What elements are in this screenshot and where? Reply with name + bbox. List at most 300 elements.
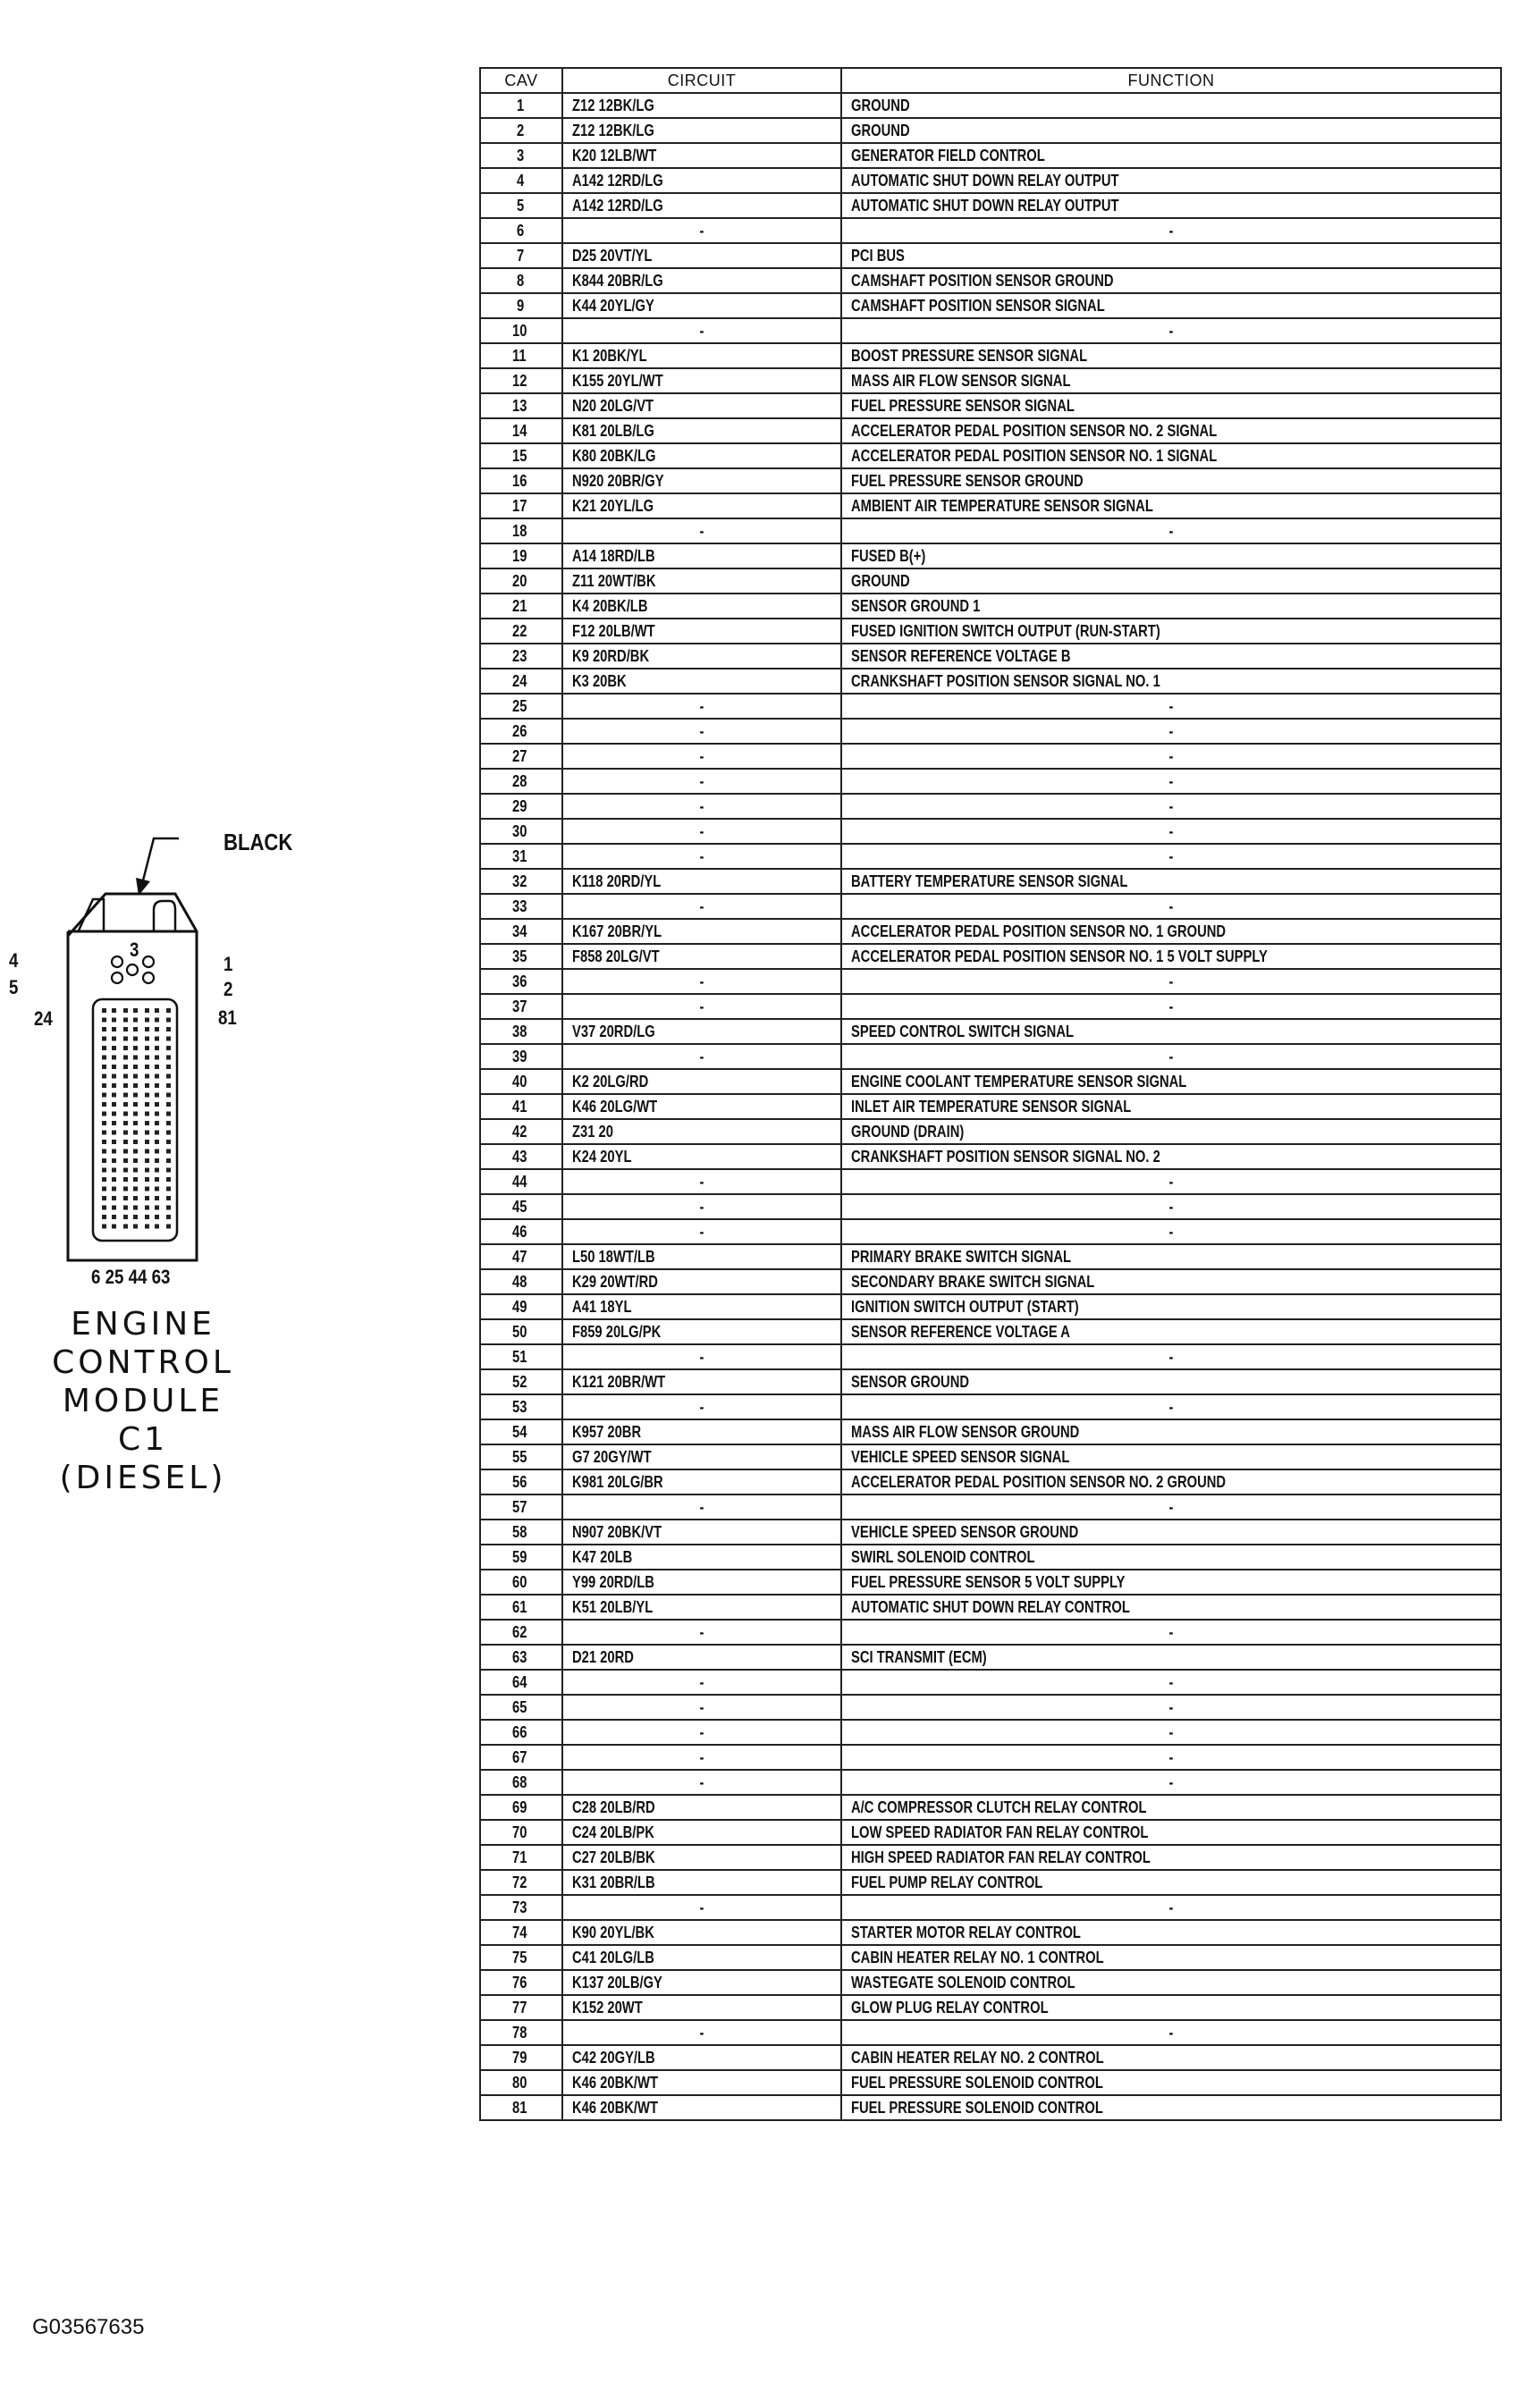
- pin-dot: [133, 1158, 138, 1163]
- pin-dot: [145, 1168, 149, 1173]
- table-row: [480, 669, 1501, 694]
- pin-dot: [123, 1018, 128, 1023]
- table-row: [480, 168, 1501, 193]
- pin-dot: [102, 1093, 106, 1098]
- cell-function: GLOW PLUG RELAY CONTROL: [841, 1995, 1501, 2020]
- cell-function: -: [841, 994, 1501, 1019]
- cell-cav: 47: [480, 1244, 562, 1269]
- pin-dot: [145, 1037, 149, 1041]
- table-row: [480, 1094, 1501, 1119]
- cell-circuit: G7 20GY/WT: [562, 1444, 841, 1469]
- cell-cav: 20: [480, 568, 562, 594]
- pin-dot: [123, 1196, 128, 1200]
- cell-function: ACCELERATOR PEDAL POSITION SENSOR NO. 2 GROUND: [841, 1469, 1501, 1494]
- cell-circuit: -: [562, 844, 841, 869]
- cell-circuit: -: [562, 719, 841, 744]
- pin-dot: [102, 1102, 106, 1107]
- table-row: [480, 769, 1501, 794]
- pin-dot: [102, 1215, 106, 1219]
- pin-dot: [102, 1187, 106, 1191]
- cell-function: -: [841, 1169, 1501, 1194]
- cell-cav: 29: [480, 794, 562, 819]
- cell-cav: 27: [480, 744, 562, 769]
- cell-cav: 64: [480, 1670, 562, 1695]
- cell-cav: 7: [480, 243, 562, 268]
- pin-dot: [166, 1056, 171, 1060]
- table-row: [480, 1545, 1501, 1570]
- pin-dot: [166, 1196, 171, 1200]
- cell-circuit: K80 20BK/LG: [562, 443, 841, 468]
- pin-dot: [155, 1018, 159, 1023]
- cell-circuit: K167 20BR/YL: [562, 919, 841, 944]
- pin-dot: [123, 1140, 128, 1144]
- cell-cav: 39: [480, 1044, 562, 1069]
- cell-function: VEHICLE SPEED SENSOR GROUND: [841, 1520, 1501, 1545]
- cell-cav: 34: [480, 919, 562, 944]
- pin-dot: [133, 1065, 138, 1069]
- cell-function: -: [841, 844, 1501, 869]
- table-row: [480, 268, 1501, 293]
- cell-cav: 12: [480, 368, 562, 393]
- pin-dot: [155, 1149, 159, 1154]
- cell-function: MASS AIR FLOW SENSOR GROUND: [841, 1419, 1501, 1444]
- cell-function: -: [841, 2020, 1501, 2045]
- pin-dot: [123, 1149, 128, 1154]
- table-row: [480, 1670, 1501, 1695]
- cell-cav: 74: [480, 1920, 562, 1945]
- cell-circuit: K47 20LB: [562, 1545, 841, 1570]
- pin-dot: [123, 1131, 128, 1135]
- table-row: [480, 944, 1501, 969]
- cell-circuit: K90 20YL/BK: [562, 1920, 841, 1945]
- pin-dot: [112, 1046, 116, 1050]
- caption-line-2: CONTROL: [52, 1344, 234, 1381]
- table-row: [480, 443, 1501, 468]
- pin-dot: [112, 1065, 116, 1069]
- pin-dot: [112, 1074, 116, 1079]
- cell-circuit: V37 20RD/LG: [562, 1019, 841, 1044]
- cell-cav: 19: [480, 543, 562, 568]
- cell-cav: 37: [480, 994, 562, 1019]
- table-row: [480, 1645, 1501, 1670]
- cell-circuit: C27 20LB/BK: [562, 1845, 841, 1870]
- cell-cav: 48: [480, 1269, 562, 1294]
- pin-dot: [102, 1046, 106, 1050]
- table-row: [480, 1319, 1501, 1344]
- cell-cav: 58: [480, 1520, 562, 1545]
- cell-circuit: A14 18RD/LB: [562, 543, 841, 568]
- pin-dot: [123, 1027, 128, 1031]
- pin-label-1: 1: [224, 953, 233, 975]
- table-row: [480, 694, 1501, 719]
- cell-circuit: K46 20LG/WT: [562, 1094, 841, 1119]
- pin-dot: [145, 1177, 149, 1182]
- cell-circuit: -: [562, 969, 841, 994]
- cell-cav: 60: [480, 1570, 562, 1595]
- pin-dot: [102, 1056, 106, 1060]
- table-row: [480, 1695, 1501, 1720]
- pin-label-81: 81: [218, 1006, 237, 1029]
- cell-circuit: A142 12RD/LG: [562, 168, 841, 193]
- cell-circuit: D25 20VT/YL: [562, 243, 841, 268]
- pin-dot: [133, 1093, 138, 1098]
- pin-dot: [166, 1225, 171, 1229]
- cell-circuit: -: [562, 1194, 841, 1219]
- cell-function: BOOST PRESSURE SENSOR SIGNAL: [841, 343, 1501, 368]
- pin-dot: [123, 1215, 128, 1219]
- pin-dot: [102, 1018, 106, 1023]
- cell-cav: 35: [480, 944, 562, 969]
- pin-dot: [145, 1027, 149, 1031]
- cell-circuit: K3 20BK: [562, 669, 841, 694]
- table-row: [480, 1369, 1501, 1394]
- pin-dot: [145, 1187, 149, 1191]
- cell-cav: 14: [480, 418, 562, 443]
- pin-dot: [166, 1121, 171, 1125]
- cell-circuit: -: [562, 318, 841, 343]
- pin-dot: [133, 1215, 138, 1219]
- pin-dot: [123, 1206, 128, 1210]
- cell-cav: 62: [480, 1620, 562, 1645]
- pin-dot: [102, 1206, 106, 1210]
- pin-dot: [123, 1168, 128, 1173]
- cell-function: -: [841, 744, 1501, 769]
- pin-dot: [102, 1027, 106, 1031]
- table-row: [480, 118, 1501, 143]
- cell-function: AUTOMATIC SHUT DOWN RELAY OUTPUT: [841, 193, 1501, 218]
- cell-circuit: K21 20YL/LG: [562, 493, 841, 518]
- cell-circuit: C41 20LG/LB: [562, 1945, 841, 1970]
- cell-function: ENGINE COOLANT TEMPERATURE SENSOR SIGNAL: [841, 1069, 1501, 1094]
- table-row: [480, 1895, 1501, 1920]
- cell-cav: 1: [480, 93, 562, 118]
- cell-cav: 71: [480, 1845, 562, 1870]
- cell-function: PCI BUS: [841, 243, 1501, 268]
- pin-dot: [166, 1168, 171, 1173]
- pin-dot: [102, 1140, 106, 1144]
- table-row: [480, 1219, 1501, 1244]
- pin-dot: [102, 1121, 106, 1125]
- cell-circuit: N20 20LG/VT: [562, 393, 841, 418]
- pin-dot: [112, 1121, 116, 1125]
- cell-circuit: Z12 12BK/LG: [562, 93, 841, 118]
- cell-function: AUTOMATIC SHUT DOWN RELAY OUTPUT: [841, 168, 1501, 193]
- cell-function: SECONDARY BRAKE SWITCH SIGNAL: [841, 1269, 1501, 1294]
- table-row: [480, 1144, 1501, 1169]
- cell-function: GROUND: [841, 118, 1501, 143]
- table-row: [480, 1269, 1501, 1294]
- cell-cav: 52: [480, 1369, 562, 1394]
- cell-circuit: -: [562, 694, 841, 719]
- color-label: BLACK: [224, 829, 293, 855]
- cell-cav: 49: [480, 1294, 562, 1319]
- pin-dot: [123, 1121, 128, 1125]
- pin-dot: [102, 1112, 106, 1116]
- cell-cav: 33: [480, 894, 562, 919]
- table-body: [480, 93, 1501, 2120]
- pin-dot: [155, 1037, 159, 1041]
- cell-function: AUTOMATIC SHUT DOWN RELAY CONTROL: [841, 1595, 1501, 1620]
- pin-dot: [166, 1018, 171, 1023]
- table-row: [480, 143, 1501, 168]
- pin-dot: [166, 1083, 171, 1088]
- pin-dot: [145, 1018, 149, 1023]
- pin-dot: [112, 1093, 116, 1098]
- pin-dot: [166, 1149, 171, 1154]
- pin-dot: [166, 1008, 171, 1013]
- pin-dot: [166, 1074, 171, 1079]
- cell-circuit: Z12 12BK/LG: [562, 118, 841, 143]
- pin-dot: [155, 1074, 159, 1079]
- cell-circuit: -: [562, 1344, 841, 1369]
- cell-function: -: [841, 518, 1501, 543]
- table-row: [480, 1194, 1501, 1219]
- pin-dot: [145, 1131, 149, 1135]
- pin-dot: [112, 1177, 116, 1182]
- table-row: [480, 418, 1501, 443]
- header-cav: CAV: [480, 68, 562, 93]
- pin-dot: [145, 1056, 149, 1060]
- cell-circuit: -: [562, 1394, 841, 1419]
- pin-dot: [123, 1225, 128, 1229]
- cell-cav: 32: [480, 869, 562, 894]
- cell-function: -: [841, 1394, 1501, 1419]
- pin-dot: [112, 1168, 116, 1173]
- pin-dot: [123, 1187, 128, 1191]
- pin-dot: [133, 1102, 138, 1107]
- pin-dot: [145, 1206, 149, 1210]
- pin-dot: [166, 1093, 171, 1098]
- cell-cav: 5: [480, 193, 562, 218]
- cell-cav: 10: [480, 318, 562, 343]
- pin-dot: [123, 1037, 128, 1041]
- table-row: [480, 1745, 1501, 1770]
- pin-dot: [166, 1046, 171, 1050]
- pin-dot: [155, 1168, 159, 1173]
- cell-cav: 24: [480, 669, 562, 694]
- cell-function: A/C COMPRESSOR CLUTCH RELAY CONTROL: [841, 1795, 1501, 1820]
- table-row: [480, 2020, 1501, 2045]
- cell-circuit: -: [562, 1670, 841, 1695]
- pin-dot: [145, 1149, 149, 1154]
- pin-dot: [145, 1121, 149, 1125]
- cell-cav: 8: [480, 268, 562, 293]
- cell-cav: 54: [480, 1419, 562, 1444]
- pin-label-2: 2: [224, 978, 233, 1000]
- table-row: [480, 1995, 1501, 2020]
- cell-circuit: -: [562, 1169, 841, 1194]
- cell-circuit: K46 20BK/WT: [562, 2070, 841, 2095]
- cell-cav: 9: [480, 293, 562, 318]
- table-row: [480, 1945, 1501, 1970]
- pin-dot: [112, 1102, 116, 1107]
- cell-cav: 72: [480, 1870, 562, 1895]
- cell-circuit: -: [562, 1620, 841, 1645]
- cell-circuit: -: [562, 1044, 841, 1069]
- cell-function: -: [841, 769, 1501, 794]
- table-row: [480, 468, 1501, 493]
- pin-dot: [123, 1065, 128, 1069]
- cell-circuit: K137 20LB/GY: [562, 1970, 841, 1995]
- pin-dot: [102, 1177, 106, 1182]
- table-row: [480, 1119, 1501, 1144]
- cell-function: CRANKSHAFT POSITION SENSOR SIGNAL NO. 1: [841, 669, 1501, 694]
- pin-dot: [123, 1112, 128, 1116]
- table-row: [480, 1620, 1501, 1645]
- pin-dot: [112, 1149, 116, 1154]
- pin-dot: [112, 1083, 116, 1088]
- cell-cav: 3: [480, 143, 562, 168]
- cell-cav: 18: [480, 518, 562, 543]
- cell-function: PRIMARY BRAKE SWITCH SIGNAL: [841, 1244, 1501, 1269]
- cell-circuit: F12 20LB/WT: [562, 619, 841, 644]
- cell-cav: 61: [480, 1595, 562, 1620]
- cell-function: -: [841, 1044, 1501, 1069]
- table-row: [480, 368, 1501, 393]
- cell-cav: 15: [480, 443, 562, 468]
- pin-dot: [166, 1037, 171, 1041]
- cell-cav: 28: [480, 769, 562, 794]
- table-row: [480, 744, 1501, 769]
- cell-circuit: Y99 20RD/LB: [562, 1570, 841, 1595]
- pin-dot: [145, 1046, 149, 1050]
- pin-dot: [166, 1102, 171, 1107]
- table-row: [480, 969, 1501, 994]
- cell-cav: 17: [480, 493, 562, 518]
- cell-cav: 59: [480, 1545, 562, 1570]
- cell-function: -: [841, 318, 1501, 343]
- pin-dot: [112, 1027, 116, 1031]
- pin-dot: [145, 1140, 149, 1144]
- table-row: [480, 493, 1501, 518]
- cell-cav: 22: [480, 619, 562, 644]
- cell-function: SENSOR REFERENCE VOLTAGE B: [841, 644, 1501, 669]
- cell-cav: 6: [480, 218, 562, 243]
- table-row: [480, 318, 1501, 343]
- pin-dot: [102, 1008, 106, 1013]
- pin-dot: [145, 1008, 149, 1013]
- table-row: [480, 819, 1501, 844]
- cell-cav: 67: [480, 1745, 562, 1770]
- cell-function: IGNITION SWITCH OUTPUT (START): [841, 1294, 1501, 1319]
- cell-function: MASS AIR FLOW SENSOR SIGNAL: [841, 368, 1501, 393]
- cell-function: CAMSHAFT POSITION SENSOR SIGNAL: [841, 293, 1501, 318]
- cell-function: FUEL PRESSURE SENSOR SIGNAL: [841, 393, 1501, 418]
- cell-circuit: -: [562, 994, 841, 1019]
- table-row: [480, 93, 1501, 118]
- pin-dot: [102, 1074, 106, 1079]
- cell-function: SWIRL SOLENOID CONTROL: [841, 1545, 1501, 1570]
- table-row: [480, 894, 1501, 919]
- pin-dot: [166, 1140, 171, 1144]
- pin-dot: [145, 1196, 149, 1200]
- pin-dot: [112, 1131, 116, 1135]
- cell-cav: 23: [480, 644, 562, 669]
- pin-dot: [133, 1056, 138, 1060]
- cell-function: CAMSHAFT POSITION SENSOR GROUND: [841, 268, 1501, 293]
- caption-line-4: C1: [117, 1421, 169, 1458]
- cell-function: -: [841, 1494, 1501, 1520]
- table-row: [480, 293, 1501, 318]
- cell-function: CABIN HEATER RELAY NO. 2 CONTROL: [841, 2045, 1501, 2070]
- pin-dot: [112, 1187, 116, 1191]
- pin-dot: [133, 1083, 138, 1088]
- cell-circuit: Z11 20WT/BK: [562, 568, 841, 594]
- cell-cav: 26: [480, 719, 562, 744]
- pin-dot: [123, 1102, 128, 1107]
- cell-function: -: [841, 1194, 1501, 1219]
- cell-function: SCI TRANSMIT (ECM): [841, 1645, 1501, 1670]
- cell-function: VEHICLE SPEED SENSOR SIGNAL: [841, 1444, 1501, 1469]
- caption-line-3: MODULE: [62, 1383, 224, 1419]
- cell-cav: 16: [480, 468, 562, 493]
- cell-circuit: -: [562, 894, 841, 919]
- cell-cav: 21: [480, 594, 562, 619]
- cell-function: -: [841, 794, 1501, 819]
- pin-dot: [155, 1196, 159, 1200]
- cell-circuit: K31 20BR/LB: [562, 1870, 841, 1895]
- cell-circuit: F858 20LG/VT: [562, 944, 841, 969]
- cell-circuit: K4 20BK/LB: [562, 594, 841, 619]
- cell-circuit: F859 20LG/PK: [562, 1319, 841, 1344]
- table-row: [480, 1494, 1501, 1520]
- cell-function: ACCELERATOR PEDAL POSITION SENSOR NO. 1 5 VOLT SUPPLY: [841, 944, 1501, 969]
- pin-dot: [123, 1046, 128, 1050]
- pin-dot: [102, 1083, 106, 1088]
- cell-cav: 42: [480, 1119, 562, 1144]
- cell-cav: 75: [480, 1945, 562, 1970]
- table-row: [480, 568, 1501, 594]
- cell-cav: 51: [480, 1344, 562, 1369]
- cell-cav: 69: [480, 1795, 562, 1820]
- cell-cav: 77: [480, 1995, 562, 2020]
- table-header-row: [480, 68, 1501, 93]
- header-function: FUNCTION: [841, 68, 1501, 93]
- cell-cav: 31: [480, 844, 562, 869]
- cell-cav: 53: [480, 1394, 562, 1419]
- cell-cav: 81: [480, 2095, 562, 2120]
- cell-circuit: -: [562, 2020, 841, 2045]
- table-row: [480, 1520, 1501, 1545]
- table-row: [480, 1019, 1501, 1044]
- pin-dot: [133, 1206, 138, 1210]
- cell-function: -: [841, 1695, 1501, 1720]
- cell-function: CABIN HEATER RELAY NO. 1 CONTROL: [841, 1945, 1501, 1970]
- pin-dot: [155, 1177, 159, 1182]
- pin-dot: [155, 1083, 159, 1088]
- cell-function: ACCELERATOR PEDAL POSITION SENSOR NO. 1 SIGNAL: [841, 443, 1501, 468]
- table-row: [480, 1845, 1501, 1870]
- cell-function: GROUND (DRAIN): [841, 1119, 1501, 1144]
- cell-circuit: -: [562, 1695, 841, 1720]
- table-row: [480, 1044, 1501, 1069]
- pin-dot: [133, 1225, 138, 1229]
- pin-dot: [145, 1102, 149, 1107]
- cell-function: -: [841, 1219, 1501, 1244]
- cell-circuit: K981 20LG/BR: [562, 1469, 841, 1494]
- cell-cav: 65: [480, 1695, 562, 1720]
- pin-dot: [155, 1008, 159, 1013]
- pin-dot: [112, 1056, 116, 1060]
- cell-function: SENSOR GROUND: [841, 1369, 1501, 1394]
- pin-dot: [112, 1196, 116, 1200]
- pin-dot: [112, 1158, 116, 1163]
- pin-dot: [133, 1112, 138, 1116]
- pin-dot: [133, 1149, 138, 1154]
- pin-dot: [133, 1018, 138, 1023]
- pin-dot: [155, 1056, 159, 1060]
- pin-dot: [112, 1215, 116, 1219]
